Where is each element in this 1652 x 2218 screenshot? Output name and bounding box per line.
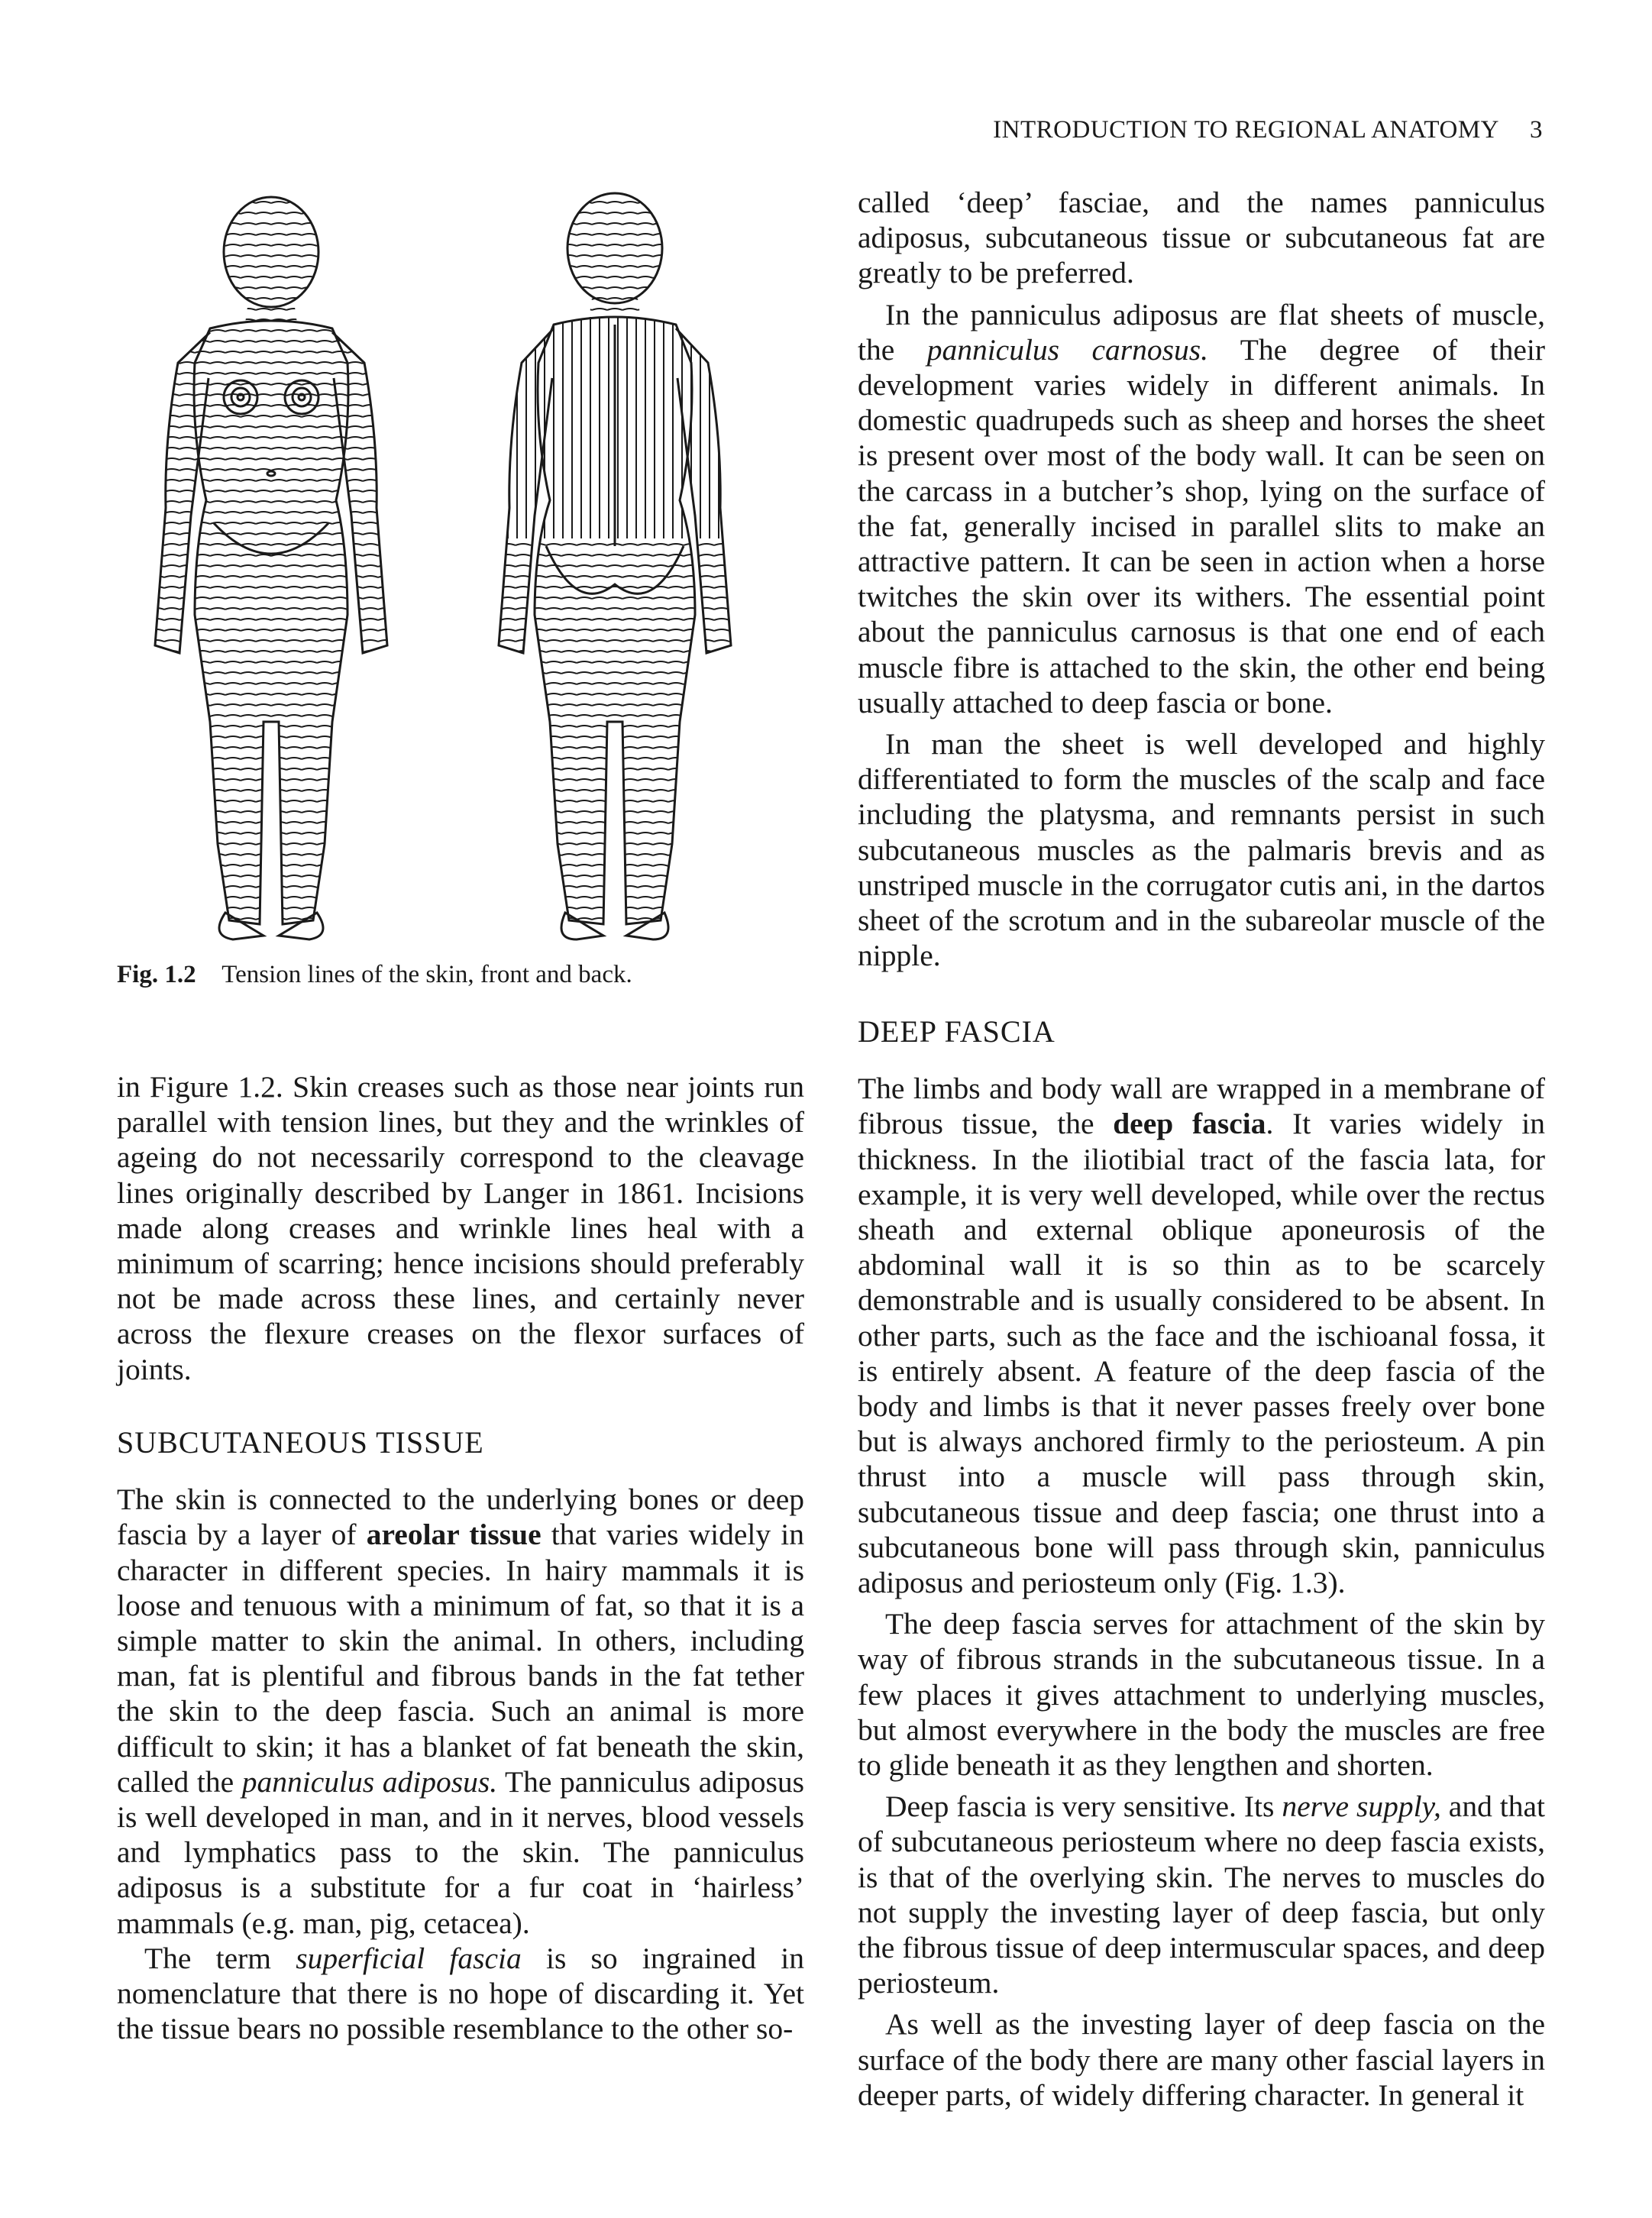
running-head-title: INTRODUCTION TO REGIONAL ANATOMY	[993, 116, 1499, 144]
running-head	[947, 116, 1543, 144]
page-number: 3	[1530, 116, 1543, 144]
paragraph-deep-fascia-4: As well as the investing layer of deep fascia on the surface of the body there are many other fascial layers in deeper parts, of widely differing character. In general it	[858, 2007, 1545, 2112]
paragraph-deep-fasciae-continuation: called ‘deep’ fasciae, and the names panniculus adiposus, subcutaneous tissue or subcutaneous fat are greatly to be preferred.	[858, 186, 1545, 290]
right-column-top	[858, 185, 1545, 973]
figure-front	[149, 187, 401, 951]
term-panniculus-carnosus: panniculus carnosus.	[926, 332, 1209, 367]
heading-deep-fascia: DEEP FASCIA	[858, 1014, 1056, 1049]
paragraph-man-sheet: In man the sheet is well developed and highly differentiated to form the muscles of the scalp and face including the platysma, and remnants persist in such subcutaneous muscles as the palmaris brevis and as unstriped muscle in the corrugator cutis ani, in the dartos sheet of the scrotum and in the subareolar muscle of the nipple.	[858, 727, 1545, 973]
figure-back	[493, 187, 745, 951]
paragraph-figure-continuation: in Figure 1.2. Skin creases such as those near joints run parallel with tension lines, but they and the wrinkles of ageing do not necessarily correspond to the cleavage lines originally described by Langer in 1861. Incisions made along creases and wrinkle lines heal with a minimum of scarring; hence incisions should preferably not be made across these lines, and certainly never across the flexure creases on the flexor surfaces of joints.	[117, 1070, 804, 1386]
term-superficial-fascia: superficial fascia	[296, 1941, 522, 1975]
paragraph-subcutaneous-2: The term superficial fascia is so ingrained in nomenclature that there is no hope of discarding it. Yet the tissue bears no possible resemblance to the other so-	[117, 1941, 804, 2046]
figure-caption-text: Tension lines of the skin, front and back.	[221, 961, 632, 988]
paragraph-deep-fascia-3: Deep fascia is very sensitive. Its nerve supply, and that of subcutaneous periosteum where no deep fascia exists, is that of the overlying skin. The nerves to muscles do not supply the investing layer of deep fascia, but only the fibrous tissue of deep intermuscular spaces, and deep periosteum.	[858, 1790, 1546, 2000]
paragraph-subcutaneous-1: The skin is connected to the underlying bones or deep fascia by a layer of areolar tissue that varies widely in character in different species. In hairy mammals it is loose and tenuous with a minimum of fat, so that it is a simple matter to skin the animal. In others, including man, fat is plentiful and fibrous bands in the fat tether the skin to the deep fascia. Such an animal is more difficult to skin; it has a blanket of fat beneath the skin, called the panniculus adiposus. The panniculus adiposus is well developed in man, and in it nerves, blood vessels and lymphatics pass to the skin. The panniculus adiposus is a substitute for a fur coat in ‘hairless’ mammals (e.g. man, pig, cetacea).	[117, 1482, 805, 1940]
term-areolar-tissue: areolar tissue	[366, 1518, 542, 1552]
term-panniculus-adiposus: panniculus adiposus.	[241, 1764, 498, 1799]
figure-label: Fig. 1.2	[117, 961, 196, 988]
paragraph-panniculus-carnosus: In the panniculus adiposus are flat sheets of muscle, the panniculus carnosus. The degree of their development varies widely in different animals. In domestic quadrupeds such as sheep and horses the sheet is present over most of the body wall. It can be seen on the carcass in a butcher’s shop, lying on the surface of the fat, generally incised in parallel slits to make an attractive pattern. It can be seen in action when a horse twitches the skin over its withers. The essential point about the panniculus carnosus is that one end of each muscle fibre is attached to the skin, the other end being usually attached to deep fascia or bone.	[858, 297, 1545, 719]
heading-subcutaneous-tissue: SUBCUTANEOUS TISSUE	[117, 1425, 484, 1460]
right-column-deep-fascia	[858, 1014, 1545, 2113]
figure-caption	[117, 961, 632, 989]
left-column-subcutaneous	[117, 1425, 804, 2046]
left-column-top	[117, 1069, 804, 1387]
term-deep-fascia: deep fascia	[1113, 1107, 1266, 1141]
figure-tension-lines	[118, 187, 806, 959]
paragraph-deep-fascia-1: The limbs and body wall are wrapped in a membrane of fibrous tissue, the deep fascia. It varies widely in thickness. In the iliotibial tract of the fascia lata, for example, it is very well developed, while over the rectus sheath and external oblique aponeurosis of the abdominal wall it is so thin as to be scarcely demonstrable and is usually considered to be absent. In other parts, such as the face and the ischioanal fossa, it is entirely absent. A feature of the deep fascia of the body and limbs is that it never passes freely over bone but is always anchored firmly to the periosteum. A pin thrust into a muscle will pass through skin, subcutaneous tissue and deep fascia; one thrust into a subcutaneous bone will pass through skin, panniculus adiposus and periosteum only (Fig. 1.3).	[858, 1072, 1545, 1600]
paragraph-deep-fascia-2: The deep fascia serves for attachment of the skin by way of fibrous strands in the subcutaneous tissue. In a few places it gives attachment to underlying muscles, but almost everywhere in the body the muscles are free to glide beneath it as they lengthen and shorten.	[858, 1607, 1545, 1783]
term-nerve-supply: nerve supply,	[1282, 1790, 1441, 1824]
